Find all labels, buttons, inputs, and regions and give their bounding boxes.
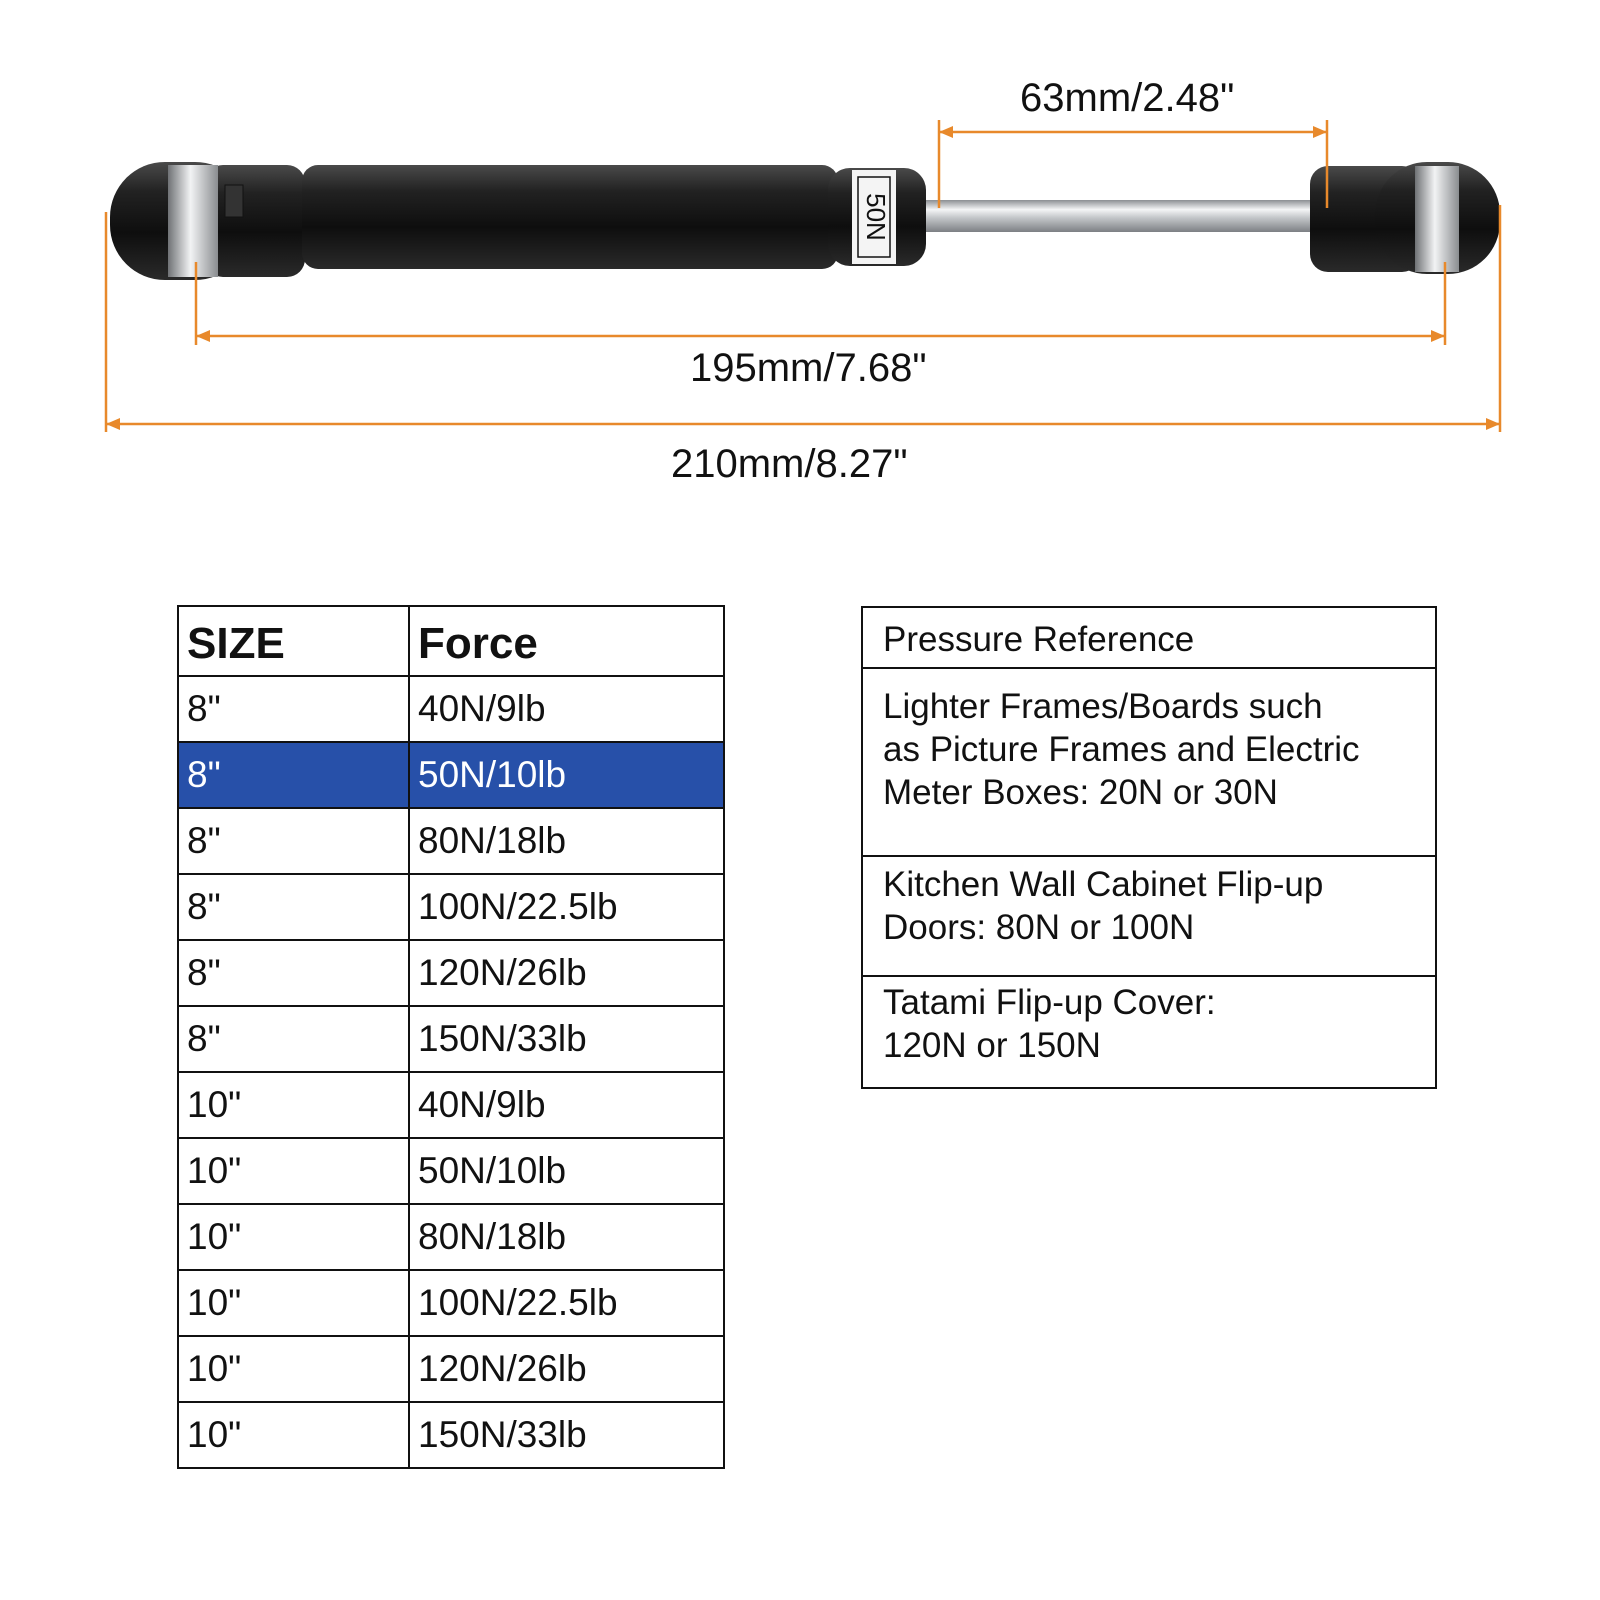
reference-line: Kitchen Wall Cabinet Flip-up <box>883 865 1324 904</box>
force-cell: 50N/10lb <box>409 1138 724 1204</box>
force-cell: 100N/22.5lb <box>409 874 724 940</box>
reference-line: Lighter Frames/Boards such <box>883 687 1323 726</box>
table-row <box>178 808 724 874</box>
table-row <box>178 940 724 1006</box>
size-force-table <box>177 605 725 1469</box>
force-cell: 80N/18lb <box>409 1204 724 1270</box>
reference-line: Meter Boxes: 20N or 30N <box>883 773 1278 812</box>
size-cell: 10" <box>178 1270 409 1336</box>
table-row <box>178 1072 724 1138</box>
size-cell: 10" <box>178 1204 409 1270</box>
reference-line: Tatami Flip-up Cover: <box>883 983 1216 1022</box>
reference-line: 120N or 150N <box>883 1026 1101 1065</box>
size-header: SIZE <box>178 606 409 676</box>
piston-rod <box>926 200 1318 232</box>
reference-row <box>862 976 1436 1088</box>
size-cell: 8" <box>178 940 409 1006</box>
table-row <box>178 676 724 742</box>
table-row <box>178 1402 724 1468</box>
size-cell: 8" <box>178 676 409 742</box>
reference-row <box>862 856 1436 976</box>
size-cell: 8" <box>178 1006 409 1072</box>
force-cell: 40N/9lb <box>409 676 724 742</box>
right-end-fitting <box>1310 162 1500 274</box>
size-cell: 10" <box>178 1072 409 1138</box>
size-cell: 10" <box>178 1402 409 1468</box>
stroke-length-label: 63mm/2.48" <box>1020 76 1235 120</box>
force-cell: 150N/33lb <box>409 1402 724 1468</box>
table-row <box>178 1006 724 1072</box>
table-row <box>178 1138 724 1204</box>
table-row-highlighted <box>178 742 724 808</box>
left-end-fitting <box>110 162 305 280</box>
pressure-reference-table <box>861 606 1437 1089</box>
center-to-center-dimension-line <box>196 262 1445 345</box>
reference-line: as Picture Frames and Electric <box>883 730 1360 769</box>
reference-line: Doors: 80N or 100N <box>883 908 1195 947</box>
table-row <box>178 1336 724 1402</box>
force-cell: 50N/10lb <box>409 742 724 808</box>
cylinder-body <box>302 165 926 269</box>
table-row <box>178 1270 724 1336</box>
size-table-header <box>178 606 724 676</box>
size-cell: 10" <box>178 1138 409 1204</box>
size-cell: 8" <box>178 742 409 808</box>
size-cell: 10" <box>178 1336 409 1402</box>
force-marking: 50N <box>861 193 892 241</box>
force-header: Force <box>409 606 724 676</box>
center-to-center-label: 195mm/7.68" <box>690 346 927 390</box>
stroke-dimension-line <box>939 120 1327 208</box>
force-cell: 40N/9lb <box>409 1072 724 1138</box>
force-cell: 120N/26lb <box>409 940 724 1006</box>
force-cell: 100N/22.5lb <box>409 1270 724 1336</box>
reference-row <box>862 668 1436 856</box>
size-cell: 8" <box>178 874 409 940</box>
force-cell: 150N/33lb <box>409 1006 724 1072</box>
size-cell: 8" <box>178 808 409 874</box>
overall-length-label: 210mm/8.27" <box>671 442 908 486</box>
table-row <box>178 874 724 940</box>
pressure-reference-title: Pressure Reference <box>862 607 1436 668</box>
force-cell: 120N/26lb <box>409 1336 724 1402</box>
force-cell: 80N/18lb <box>409 808 724 874</box>
table-row <box>178 1204 724 1270</box>
